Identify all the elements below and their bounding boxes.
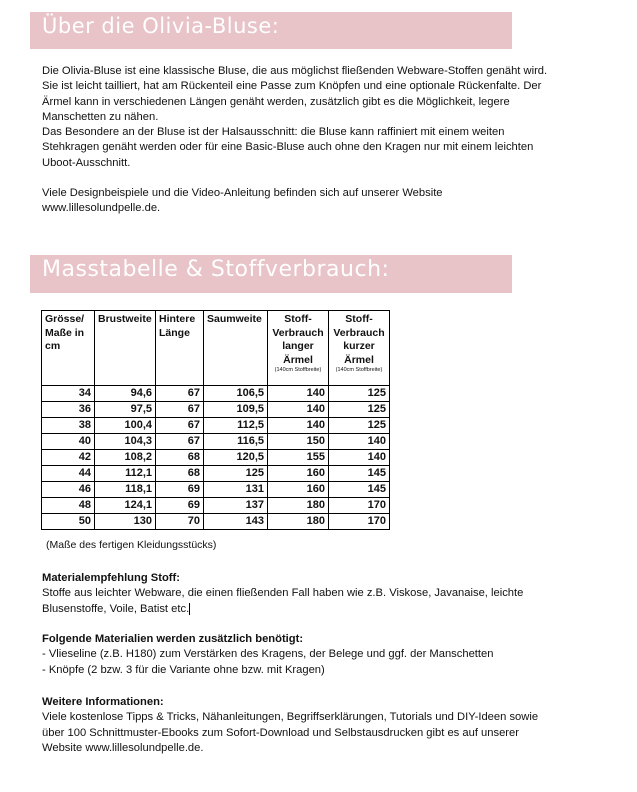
material-line: Blusenstoffe, Voile, Batist etc. [42, 602, 190, 615]
table-cell: 97,5 [95, 402, 156, 418]
table-cell: 131 [204, 482, 268, 498]
table-cell: 48 [42, 498, 95, 514]
table-cell: 145 [329, 466, 390, 482]
table-cell: 68 [156, 450, 204, 466]
header-back-length: Hintere Länge [156, 311, 204, 386]
table-cell: 112,5 [204, 418, 268, 434]
more-line: Viele kostenlose Tipps & Tricks, Nähanleitungen, Begriffserklärungen, Tutorials und DIY-Ideen sowie [42, 711, 539, 724]
table-cell: 38 [42, 418, 95, 434]
table-cell: 140 [329, 450, 390, 466]
table-cell: 125 [204, 466, 268, 482]
table-cell: 67 [156, 418, 204, 434]
table-cell: 44 [42, 466, 95, 482]
more-title: Weitere Informationen: [42, 696, 164, 708]
table-cell: 140 [268, 418, 329, 434]
table-cell: 104,3 [95, 434, 156, 450]
table-cell: 67 [156, 402, 204, 418]
table-cell: 106,5 [204, 386, 268, 402]
additional-title: Folgende Materialien werden zusätzlich benötigt: [42, 633, 304, 645]
table-cell: 67 [156, 386, 204, 402]
table-cell: 100,4 [95, 418, 156, 434]
table-caption: (Maße des fertigen Kleidungsstücks) [46, 539, 217, 551]
table-cell: 124,1 [95, 498, 156, 514]
material-section [42, 571, 523, 617]
table-cell: 143 [204, 514, 268, 530]
table-row [42, 482, 390, 498]
table-cell: 180 [268, 514, 329, 530]
table-cell: 160 [268, 482, 329, 498]
table-cell: 40 [42, 434, 95, 450]
table-row [42, 386, 390, 402]
header-size: Grösse/ Maße in cm [42, 311, 95, 386]
table-row [42, 466, 390, 482]
table-cell: 170 [329, 514, 390, 530]
material-line: Stoffe aus leichter Webware, die einen fließenden Fall haben wie z.B. Viskose, Javanaise, leichte [42, 587, 524, 600]
table-cell: 109,5 [204, 402, 268, 418]
table-row [42, 498, 390, 514]
more-line: Website www.lillesolundpelle.de. [42, 741, 204, 754]
more-line: über 100 Schnittmuster-Ebooks zum Sofort-Download und Selbstausdrucken gibt es auf unserer [42, 726, 519, 739]
table-cell: 67 [156, 434, 204, 450]
table-cell: 180 [268, 498, 329, 514]
table-cell: 108,2 [95, 450, 156, 466]
table-cell: 69 [156, 482, 204, 498]
section-banner-about [30, 12, 512, 49]
table-cell: 125 [329, 402, 390, 418]
table-cell: 50 [42, 514, 95, 530]
website-line: Viele Designbeispiele und die Video-Anleitung befinden sich auf unserer Website [42, 187, 443, 200]
table-cell: 137 [204, 498, 268, 514]
table-header-row [42, 311, 390, 386]
intro-line: Sie ist leicht tailliert, hat am Rückenteil eine Passe zum Knöpfen und eine optionale Rückenfalte. Der [42, 80, 542, 93]
table-row [42, 402, 390, 418]
additional-line: - Knöpfe (2 bzw. 3 für die Variante ohne bzw. mit Kragen) [42, 663, 325, 676]
intro-line: Manschetten zu nähen. [42, 110, 159, 123]
table-cell: 145 [329, 482, 390, 498]
table-cell: 140 [329, 434, 390, 450]
table-cell: 150 [268, 434, 329, 450]
table-cell: 70 [156, 514, 204, 530]
table-cell: 68 [156, 466, 204, 482]
website-url: www.lillesolundpelle.de. [42, 202, 161, 215]
additional-line: - Vlieseline (z.B. H180) zum Verstärken des Kragens, der Belege und ggf. der Manschetten [42, 648, 494, 661]
table-row [42, 450, 390, 466]
table-cell: 125 [329, 386, 390, 402]
intro-line: Uboot-Ausschnitt. [42, 156, 131, 169]
intro-line: Das Besondere an der Bluse ist der Halsausschnitt: die Bluse kann raffiniert mit einem weiten [42, 126, 505, 139]
section-title-size-table: Masstabelle & Stoffverbrauch: [42, 257, 390, 282]
header-bust: Brustweite [95, 311, 156, 386]
table-cell: 94,6 [95, 386, 156, 402]
table-body [42, 386, 390, 530]
table-cell: 118,1 [95, 482, 156, 498]
section-title-about: Über die Olivia-Bluse: [42, 14, 280, 38]
table-cell: 140 [268, 386, 329, 402]
table-cell: 125 [329, 418, 390, 434]
table-cell: 36 [42, 402, 95, 418]
header-fabric-long-sleeve: Stoff-Verbrauch langer Ärmel (140cm Stoffbreite) [268, 311, 329, 386]
table-cell: 34 [42, 386, 95, 402]
additional-section [42, 632, 493, 678]
table-cell: 130 [95, 514, 156, 530]
table-row [42, 418, 390, 434]
header-fabric-short-sleeve: Stoff-Verbrauch kurzer Ärmel (140cm Stoffbreite) [329, 311, 390, 386]
table-row [42, 514, 390, 530]
table-cell: 116,5 [204, 434, 268, 450]
intro-line: Die Olivia-Bluse ist eine klassische Bluse, die aus möglichst fließenden Webware-Stoffen genäht wird. [42, 65, 548, 77]
table-cell: 42 [42, 450, 95, 466]
table-cell: 46 [42, 482, 95, 498]
table-cell: 155 [268, 450, 329, 466]
table-cell: 160 [268, 466, 329, 482]
table-cell: 140 [268, 402, 329, 418]
section-banner-size-table [30, 255, 512, 293]
intro-line: Ärmel kann in verschiedenen Längen genäht werden, zusätzlich gibt es die Möglichkeit, legere [42, 95, 510, 108]
table-row [42, 434, 390, 450]
text-cursor [189, 603, 190, 615]
table-cell: 120,5 [204, 450, 268, 466]
intro-line: Stehkragen genäht werden oder für eine Basic-Bluse auch ohne den Kragen nur mit einem leichten [42, 141, 534, 154]
size-table [41, 310, 390, 530]
table-cell: 112,1 [95, 466, 156, 482]
more-info-section [42, 695, 602, 756]
intro-text [42, 64, 592, 217]
header-hem-width: Saumweite [204, 311, 268, 386]
material-title: Materialempfehlung Stoff: [42, 572, 180, 584]
table-cell: 170 [329, 498, 390, 514]
table-cell: 69 [156, 498, 204, 514]
